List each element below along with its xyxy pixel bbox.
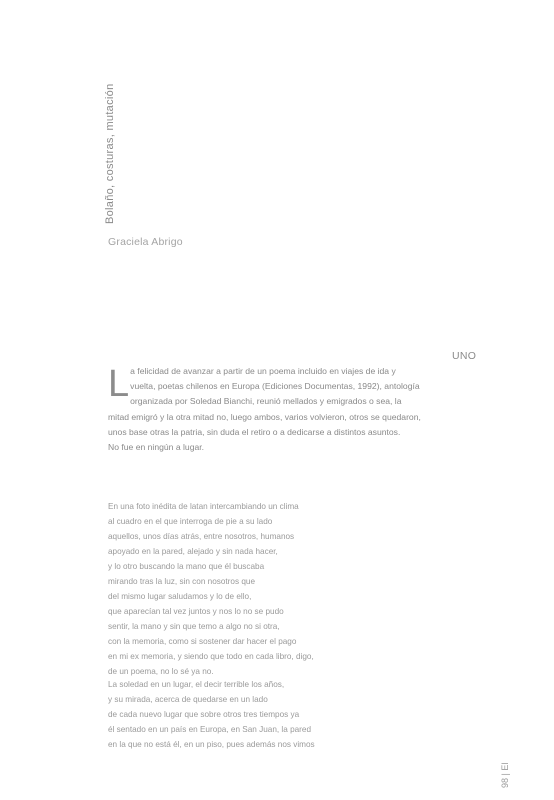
- page-number: 98 | El: [500, 762, 510, 788]
- poem-line: aquellos, unos días atrás, entre nosotros, humanos: [108, 532, 295, 541]
- intro-paragraph: [108, 364, 470, 455]
- intro-line: vuelta, poetas chilenos en Europa (Ediciones Documentas, 1992), antología: [130, 381, 420, 392]
- poem-stanza-1: [108, 499, 348, 679]
- intro-line: unos base otras la patria, sin duda el retiro o a dedicarse a distintos asuntos.: [108, 426, 401, 437]
- poem-line: del mismo lugar saludamos y lo de ello,: [108, 592, 252, 601]
- running-title: Bolaño, costuras, mutación: [104, 83, 116, 224]
- poem-line: que aparecían tal vez juntos y nos lo no se pudo: [108, 607, 284, 616]
- author-name: Graciela Abrigo: [108, 236, 183, 248]
- drop-cap: L: [108, 363, 130, 405]
- poem-line: en la que no está él, en un piso, pues además nos vimos: [108, 740, 315, 749]
- poem-line: de cada nuevo lugar que sobre otros tres tiempos ya: [108, 710, 300, 719]
- poem-line: y lo otro buscando la mano que él buscaba: [108, 562, 265, 571]
- poem-stanza-2: [108, 677, 348, 752]
- poem-line: y su mirada, acerca de quedarse en un lado: [108, 695, 268, 704]
- intro-line: a felicidad de avanzar a partir de un poema incluido en viajes de ida y: [130, 366, 396, 376]
- poem-line: sentir, la mano y sin que temo a algo no si otra,: [108, 622, 280, 631]
- poem-line: mirando tras la luz, sin con nosotros que: [108, 577, 255, 586]
- poem-line: apoyado en la pared, alejado y sin nada hacer,: [108, 547, 278, 556]
- poem-line: En una foto inédita de latan intercambiando un clima: [108, 502, 299, 511]
- poem-line: él sentado en un país en Europa, en San Juan, la pared: [108, 725, 312, 734]
- poem-line: de un poema, no lo sé ya no.: [108, 667, 214, 676]
- poem-line: al cuadro en el que interroga de pie a su lado: [108, 517, 273, 526]
- intro-line: No fue en ningún a lugar.: [108, 442, 205, 453]
- poem-line: con la memoria, como si sostener dar hacer el pago: [108, 637, 297, 646]
- intro-line: mitad emigró y la otra mitad no, luego ambos, varios volvieron, otros se quedaron,: [108, 411, 421, 422]
- intro-line: organizada por Soledad Bianchi, reunió mellados y emigrados o sea, la: [130, 396, 402, 407]
- poem-line: La soledad en un lugar, el decir terrible los años,: [108, 680, 285, 689]
- poem-line: en mi ex memoria, y siendo que todo en cada libro, digo,: [108, 652, 314, 661]
- section-heading: UNO: [452, 350, 477, 362]
